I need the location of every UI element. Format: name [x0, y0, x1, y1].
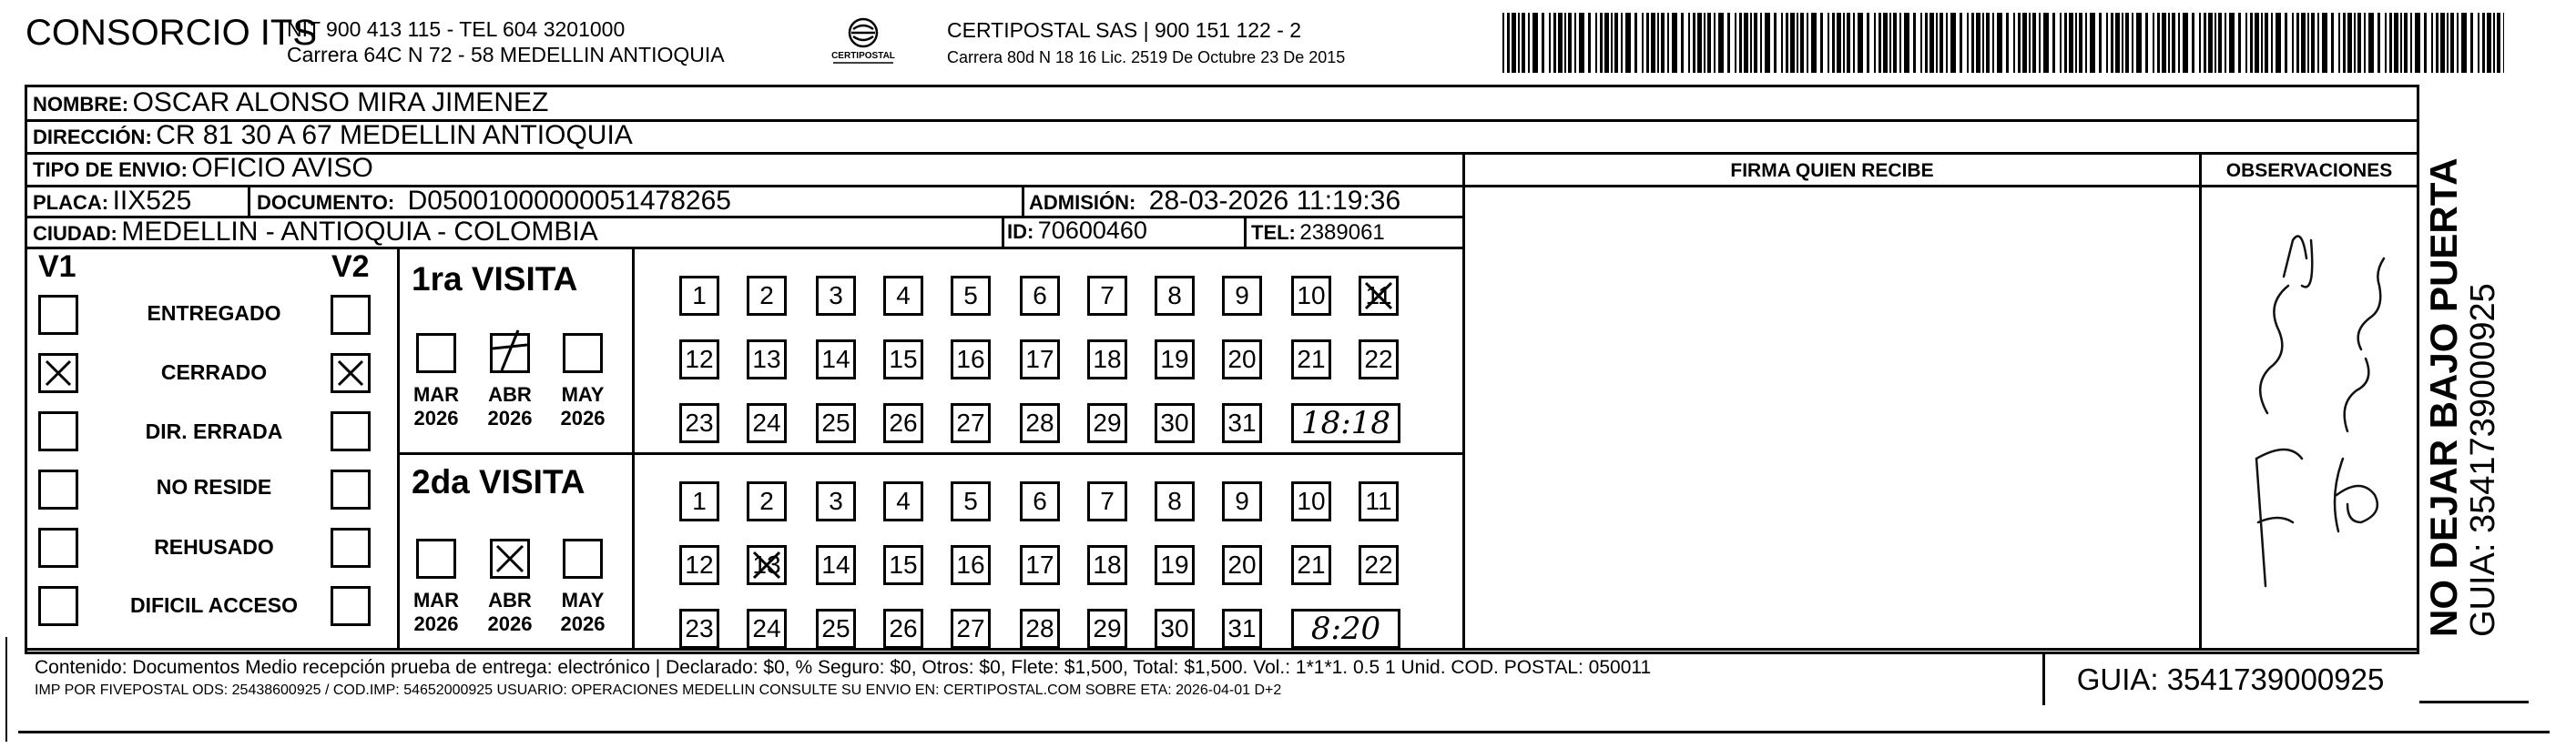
day-number: 18 [1093, 551, 1122, 579]
id-value: 70600460 [1037, 217, 1147, 244]
day-box[interactable] [679, 545, 719, 585]
day-number: 6 [1033, 487, 1047, 515]
month-label [546, 589, 619, 636]
day-box[interactable] [679, 609, 719, 649]
day-number: 3 [829, 281, 843, 309]
day-box[interactable] [747, 339, 787, 379]
day-box[interactable] [816, 545, 856, 585]
col-divider [1244, 216, 1247, 248]
day-box[interactable] [816, 609, 856, 649]
month-label [400, 589, 473, 636]
day-box[interactable] [1155, 481, 1195, 521]
v2-checkbox[interactable] [331, 411, 371, 451]
month-year: 2026 [487, 612, 533, 635]
v1-checkbox[interactable] [38, 528, 78, 568]
day-box[interactable] [747, 545, 787, 585]
day-number: 31 [1227, 614, 1257, 642]
side-text [2424, 157, 2502, 637]
month-name: MAR [412, 589, 460, 612]
month-year: 2026 [560, 407, 606, 430]
day-number: 23 [685, 409, 714, 437]
placa-cell [33, 186, 191, 217]
documento-value: D05001000000051478265 [407, 186, 731, 216]
day-box[interactable] [1359, 481, 1399, 521]
day-number: 12 [685, 345, 714, 373]
col-divider [1462, 152, 1465, 649]
admision-label: ADMISIÓN: [1029, 191, 1136, 214]
month-name: MAY [561, 383, 605, 406]
day-number: 17 [1025, 551, 1054, 579]
id-cell [1007, 217, 1147, 245]
status-label: REHUSADO [154, 535, 274, 559]
day-box[interactable] [1020, 339, 1060, 379]
v2-checkbox[interactable] [331, 295, 371, 335]
certipostal-info [947, 16, 1345, 71]
month-checkbox-mar[interactable] [416, 333, 456, 373]
day-number: 22 [1364, 551, 1393, 579]
visit-1-title: 1ra VISITA [412, 260, 578, 298]
day-box[interactable] [747, 403, 787, 443]
month-label [473, 383, 546, 430]
day-number: 13 [752, 551, 781, 579]
day-box[interactable] [883, 545, 923, 585]
day-box[interactable] [816, 276, 856, 316]
month-checkbox-may[interactable] [563, 333, 603, 373]
day-number: 7 [1100, 487, 1115, 515]
day-box[interactable] [1155, 403, 1195, 443]
day-number: 25 [821, 409, 850, 437]
day-box[interactable] [1222, 339, 1262, 379]
month-checkbox-abr[interactable] [490, 539, 530, 579]
side-guia: GUIA: 3541739000925 [2464, 283, 2502, 637]
v2-checkbox[interactable] [331, 528, 371, 568]
day-number: 5 [963, 281, 978, 309]
day-box[interactable] [1359, 339, 1399, 379]
nombre-row [33, 87, 548, 118]
col-divider [1022, 185, 1024, 217]
day-box[interactable] [1222, 609, 1262, 649]
month-label [473, 589, 546, 636]
month-year: 2026 [560, 612, 606, 635]
day-number: 16 [956, 345, 985, 373]
nombre-label: NOMBRE: [33, 93, 129, 116]
edge-mark [2419, 701, 2529, 703]
day-box[interactable] [1087, 339, 1127, 379]
day-number: 7 [1100, 281, 1115, 309]
day-number: 2 [759, 487, 774, 515]
day-box[interactable] [1359, 545, 1399, 585]
company-address: Carrera 64C N 72 - 58 MEDELLIN ANTIOQUIA [287, 43, 725, 66]
day-box[interactable] [679, 481, 719, 521]
day-number: 24 [752, 409, 781, 437]
day-box[interactable] [747, 276, 787, 316]
v1-checkbox[interactable] [38, 586, 78, 626]
day-number: 15 [889, 551, 918, 579]
visit-2-title: 2da VISITA [412, 463, 585, 500]
day-number: 21 [1297, 345, 1326, 373]
placa-value: IIX525 [112, 186, 192, 216]
visit-time: 8:20 [1291, 609, 1400, 649]
day-box[interactable] [951, 403, 991, 443]
col-divider [632, 247, 635, 650]
day-box[interactable] [1222, 545, 1262, 585]
logo-caption: CERTIPOSTAL [831, 51, 895, 61]
day-number: 9 [1235, 487, 1249, 515]
day-box[interactable] [679, 276, 719, 316]
day-box[interactable] [883, 339, 923, 379]
day-number: 11 [1365, 487, 1392, 515]
day-number: 29 [1093, 614, 1122, 642]
day-box[interactable] [1155, 609, 1195, 649]
day-number: 1 [692, 487, 707, 515]
day-box[interactable] [679, 339, 719, 379]
visit-time: 18:18 [1291, 403, 1400, 443]
day-box[interactable] [1087, 545, 1127, 585]
day-box[interactable] [679, 403, 719, 443]
day-number: 26 [889, 614, 918, 642]
month-year: 2026 [413, 612, 459, 635]
day-number: 30 [1160, 614, 1189, 642]
v2-checkbox[interactable] [331, 470, 371, 510]
certipostal-license: Carrera 80d N 18 16 Lic. 2519 De Octubre 23 De 2015 [947, 48, 1346, 66]
day-box[interactable] [883, 609, 923, 649]
v1-checkbox[interactable] [38, 353, 78, 393]
day-number: 6 [1033, 281, 1047, 309]
day-box[interactable] [816, 481, 856, 521]
day-box[interactable] [1020, 609, 1060, 649]
day-box[interactable] [1291, 276, 1331, 316]
day-box[interactable] [1020, 481, 1060, 521]
day-number: 27 [956, 409, 985, 437]
day-number: 27 [956, 614, 985, 642]
direccion-row [33, 120, 633, 151]
v2-checkbox[interactable] [331, 586, 371, 626]
v2-checkbox[interactable] [331, 353, 371, 393]
day-box[interactable] [1291, 481, 1331, 521]
day-box[interactable] [951, 545, 991, 585]
day-box[interactable] [1291, 545, 1331, 585]
status-label: DIR. ERRADA [145, 419, 283, 443]
month-name: MAY [561, 589, 605, 612]
day-box[interactable] [1155, 545, 1195, 585]
day-box[interactable] [1222, 403, 1262, 443]
direccion-label: DIRECCIÓN: [33, 126, 152, 148]
day-number: 20 [1227, 345, 1257, 373]
day-box[interactable] [883, 403, 923, 443]
barcode [1502, 13, 2504, 73]
day-number: 11 [1365, 281, 1392, 309]
day-number: 8 [1167, 281, 1182, 309]
tipo-envio-value: OFICIO AVISO [191, 153, 373, 183]
day-box[interactable] [1020, 276, 1060, 316]
month-label [400, 383, 473, 430]
day-number: 23 [685, 614, 714, 642]
month-year: 2026 [413, 407, 459, 430]
day-number: 20 [1227, 551, 1257, 579]
day-box[interactable] [951, 276, 991, 316]
day-box[interactable] [747, 609, 787, 649]
day-number: 16 [956, 551, 985, 579]
day-number: 25 [821, 614, 850, 642]
month-name: ABR [488, 383, 532, 406]
day-number: 31 [1227, 409, 1257, 437]
tipo-envio-row [33, 153, 373, 184]
day-box[interactable] [883, 276, 923, 316]
row-divider [27, 152, 2417, 155]
no-dejar-bajo-puerta: NO DEJAR BAJO PUERTA [2422, 157, 2465, 637]
day-box[interactable] [951, 609, 991, 649]
day-number: 29 [1093, 409, 1122, 437]
day-number: 1 [692, 281, 707, 309]
day-number: 14 [821, 345, 850, 373]
firma-header: FIRMA QUIEN RECIBE [1730, 160, 1934, 181]
day-box[interactable] [1291, 339, 1331, 379]
day-box[interactable] [1359, 276, 1399, 316]
month-name: ABR [488, 589, 532, 612]
visit-divider [397, 452, 1464, 455]
tel-label: TEL: [1251, 221, 1296, 244]
col-divider [1002, 216, 1004, 248]
day-number: 10 [1297, 487, 1326, 515]
observaciones-header: OBSERVACIONES [2225, 160, 2393, 181]
admision-cell [1029, 186, 1400, 217]
month-checkbox-mar[interactable] [416, 539, 456, 579]
tel-cell [1251, 220, 1385, 246]
month-name: MAR [412, 383, 460, 406]
day-number: 2 [759, 281, 774, 309]
tel-value: 2389061 [1299, 220, 1385, 245]
day-number: 12 [685, 551, 714, 579]
id-label: ID: [1007, 220, 1034, 243]
certipostal-line: CERTIPOSTAL SAS | 900 151 122 - 2 [947, 18, 1302, 42]
day-number: 28 [1025, 614, 1054, 642]
month-year: 2026 [487, 407, 533, 430]
v1-checkbox[interactable] [38, 470, 78, 510]
ciudad-value: MEDELLIN - ANTIOQUIA - COLOMBIA [121, 217, 598, 247]
day-box[interactable] [1155, 339, 1195, 379]
day-box[interactable] [747, 481, 787, 521]
day-box[interactable] [951, 481, 991, 521]
day-number: 30 [1160, 409, 1189, 437]
v1-header: V1 [38, 249, 76, 284]
day-box[interactable] [816, 339, 856, 379]
day-number: 9 [1235, 281, 1249, 309]
day-number: 15 [889, 345, 918, 373]
month-checkbox-abr[interactable] [490, 333, 530, 373]
status-label: CERRADO [160, 360, 268, 384]
day-number: 19 [1160, 551, 1189, 579]
day-box[interactable] [1087, 481, 1127, 521]
day-box[interactable] [1222, 276, 1262, 316]
day-box[interactable] [816, 403, 856, 443]
bottom-edge [18, 731, 2550, 733]
day-number: 22 [1364, 345, 1393, 373]
certipostal-logo [824, 15, 902, 67]
day-number: 26 [889, 409, 918, 437]
placa-label: PLACA: [33, 191, 109, 214]
day-number: 4 [896, 281, 911, 309]
company-name: CONSORCIO ITS [25, 13, 318, 53]
day-box[interactable] [1155, 276, 1195, 316]
day-box[interactable] [1087, 276, 1127, 316]
delivery-form [25, 85, 2419, 654]
status-label: NO RESIDE [156, 475, 272, 499]
day-number: 5 [963, 487, 978, 515]
status-label: DIFICIL ACCESO [129, 593, 298, 617]
day-number: 17 [1025, 345, 1054, 373]
month-label [546, 383, 619, 430]
guia-footer: GUIA: 3541739000925 [2042, 654, 2416, 705]
status-label: ENTREGADO [147, 301, 281, 325]
v1-checkbox[interactable] [38, 295, 78, 335]
direccion-value: CR 81 30 A 67 MEDELLIN ANTIOQUIA [156, 120, 633, 150]
ciudad-label: CIUDAD: [33, 222, 117, 245]
day-number: 28 [1025, 409, 1054, 437]
day-number: 13 [752, 345, 781, 373]
day-number: 21 [1297, 551, 1326, 579]
company-info [287, 16, 725, 67]
day-box[interactable] [1020, 545, 1060, 585]
v1-checkbox[interactable] [38, 411, 78, 451]
documento-cell [257, 186, 731, 217]
day-number: 24 [752, 614, 781, 642]
day-box[interactable] [1087, 609, 1127, 649]
day-number: 4 [896, 487, 911, 515]
day-number: 10 [1297, 281, 1326, 309]
contenido-line: Contenido: Documentos Medio recepción prueba de entrega: electrónico | Declarado: $0, % Seguro: $0, Otros: $0, Flete: $1,500, Total: $1,500. Vol.: 1*1*1. 0.5 1 Unid. COD. POSTAL: 050011 [35, 657, 1652, 678]
day-number: 3 [829, 487, 843, 515]
nombre-value: OSCAR ALONSO MIRA JIMENEZ [132, 87, 549, 117]
month-checkbox-may[interactable] [563, 539, 603, 579]
ciudad-cell [33, 217, 598, 248]
admision-value: 28-03-2026 11:19:36 [1148, 186, 1401, 216]
day-box[interactable] [1222, 481, 1262, 521]
day-box[interactable] [883, 481, 923, 521]
day-box[interactable] [1087, 403, 1127, 443]
imp-line: IMP POR FIVEPOSTAL ODS: 25438600925 / COD.IMP: 54652000925 USUARIO: OPERACIONES MEDELLIN CONSULTE SU ENVIO EN: CERTIPOSTAL.COM SOBRE ETA: 2026-04-01 D+2 [35, 682, 1282, 698]
day-box[interactable] [951, 339, 991, 379]
edge-mark [5, 637, 7, 742]
nit-line: NIT 900 413 115 - TEL 604 3201000 [287, 17, 626, 41]
observaciones-handwriting [2202, 186, 2417, 648]
col-divider [248, 185, 250, 217]
day-number: 18 [1093, 345, 1122, 373]
day-number: 14 [821, 551, 850, 579]
documento-label: DOCUMENTO: [257, 191, 395, 214]
day-number: 19 [1160, 345, 1189, 373]
v2-header: V2 [331, 249, 370, 284]
tipo-envio-label: TIPO DE ENVIO: [33, 158, 188, 181]
day-box[interactable] [1020, 403, 1060, 443]
day-number: 8 [1167, 487, 1182, 515]
